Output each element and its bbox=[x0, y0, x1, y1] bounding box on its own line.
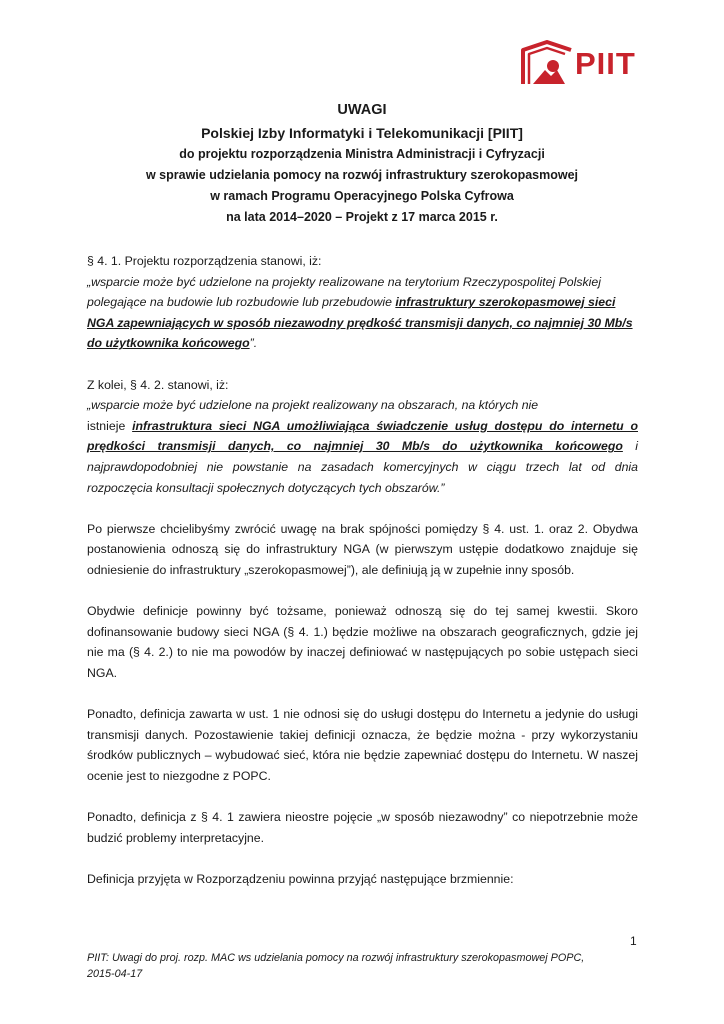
section2-quote-end: i najprawdopodobniej nie powstanie na zasadach komercyjnych w ciągu trzech lat od dnia rozpoczęcia konsultacji społecznych dotyczących tych obszarów.” bbox=[87, 439, 638, 495]
section2-quote-line1: „wsparcie może być udzielone na projekt realizowany na obszarach, na których nie bbox=[87, 398, 539, 413]
logo-text: PIIT bbox=[575, 46, 636, 81]
title-line-1: UWAGI bbox=[337, 102, 387, 118]
footer-line-1: PIIT: Uwagi do proj. rozp. MAC ws udzielania pomocy na rozwój infrastruktury szerokopasmowej POPC, bbox=[87, 952, 585, 964]
section2-quote bbox=[87, 416, 638, 498]
paragraph-1: Po pierwsze chcielibyśmy zwrócić uwagę na brak spójności pomiędzy § 4. ust. 1. oraz 2. Obydwa postanowienia odnoszą się do infrastruktury NGA (w pierwszym ustępie dodatkowo znajduje się odniesienie do infrastruktury „szerokopasmowej”), ale definiują ją w zupełnie inny sposób. bbox=[87, 521, 638, 577]
document-title bbox=[86, 100, 638, 228]
section1-intro: § 4. 1. Projektu rozporządzenia stanowi, iż: bbox=[87, 254, 322, 268]
paragraph-3: Ponadto, definicja zawarta w ust. 1 nie odnosi się do usługi dostępu do Internetu a jedynie do usługi transmisji danych. Pozostawienie takiej definicji oznacza, że będzie można - przy wykorzystaniu środków publicznych – wybudować sieć, która nie będzie zapewniać dostępu do Internetu. W naszej ocenie jest to niezgodne z POPC. bbox=[87, 707, 638, 783]
title-line-3: do projektu rozporządzenia Ministra Administracji i Cyfryzacji bbox=[179, 147, 545, 161]
paragraph-2: Obydwie definicje powinny być tożsame, ponieważ odnoszą się do tej samej kwestii. Skoro dofinansowanie budowy sieci NGA (§ 4. 1.) będzie możliwe na obszarach geograficznych, gdzie jej nie ma (§ 4. 2.) to nie ma powodów by inaczej definiować w następujących po sobie ustępach sieci NGA. bbox=[87, 604, 638, 680]
title-line-6: na lata 2014–2020 – Projekt z 17 marca 2015 r. bbox=[226, 210, 498, 224]
paragraph-5: Definicja przyjęta w Rozporządzeniu powinna przyjąć następujące brzmiennie: bbox=[87, 871, 514, 886]
section1-quote-emphasis: infrastruktury szerokopasmowej sieci NGA zapewniających w sposób niezawodny prędkość transmisji danych, co najmniej 30 Mb/s do użytkownika końcowego bbox=[87, 295, 633, 351]
section1-quote bbox=[87, 272, 638, 354]
page-footer bbox=[87, 950, 607, 982]
page-number: 1 bbox=[630, 934, 637, 948]
title-line-4: w sprawie udzielania pomocy na rozwój infrastruktury szerokopasmowej bbox=[145, 168, 579, 182]
section2-intro: Z kolei, § 4. 2. stanowi, iż: bbox=[87, 377, 229, 392]
section1-quote-a: „wsparcie może być udzielone na projekty realizowane na terytorium Rzeczypospolitej Polskiej polegające na budowie lub rozbudowie lub przebudowie bbox=[87, 274, 601, 310]
title-line-5: w ramach Programu Operacyjnego Polska Cyfrowa bbox=[210, 189, 514, 203]
section2-quote-emphasis: infrastruktura sieci NGA umożliwiająca świadczenie usług dostępu do internetu o prędkości transmisji danych, co najmniej 30 Mb/s do użytkownika końcowego bbox=[87, 418, 638, 454]
section2-quote-b: istnieje bbox=[87, 418, 133, 433]
document-body bbox=[87, 251, 638, 889]
paragraph-4: Ponadto, definicja z § 4. 1 zawiera nieostre pojęcie „w sposób niezawodny” co niepotrzebnie może budzić problemy interpretacyjne. bbox=[87, 810, 638, 845]
piit-logo-icon bbox=[519, 40, 575, 88]
title-line-2: Polskiej Izby Informatyki i Telekomunikacji [PIIT] bbox=[201, 125, 523, 141]
footer-line-2: 2015-04-17 bbox=[87, 968, 143, 980]
section1-quote-end: ”. bbox=[249, 336, 258, 351]
piit-logo bbox=[519, 40, 641, 88]
